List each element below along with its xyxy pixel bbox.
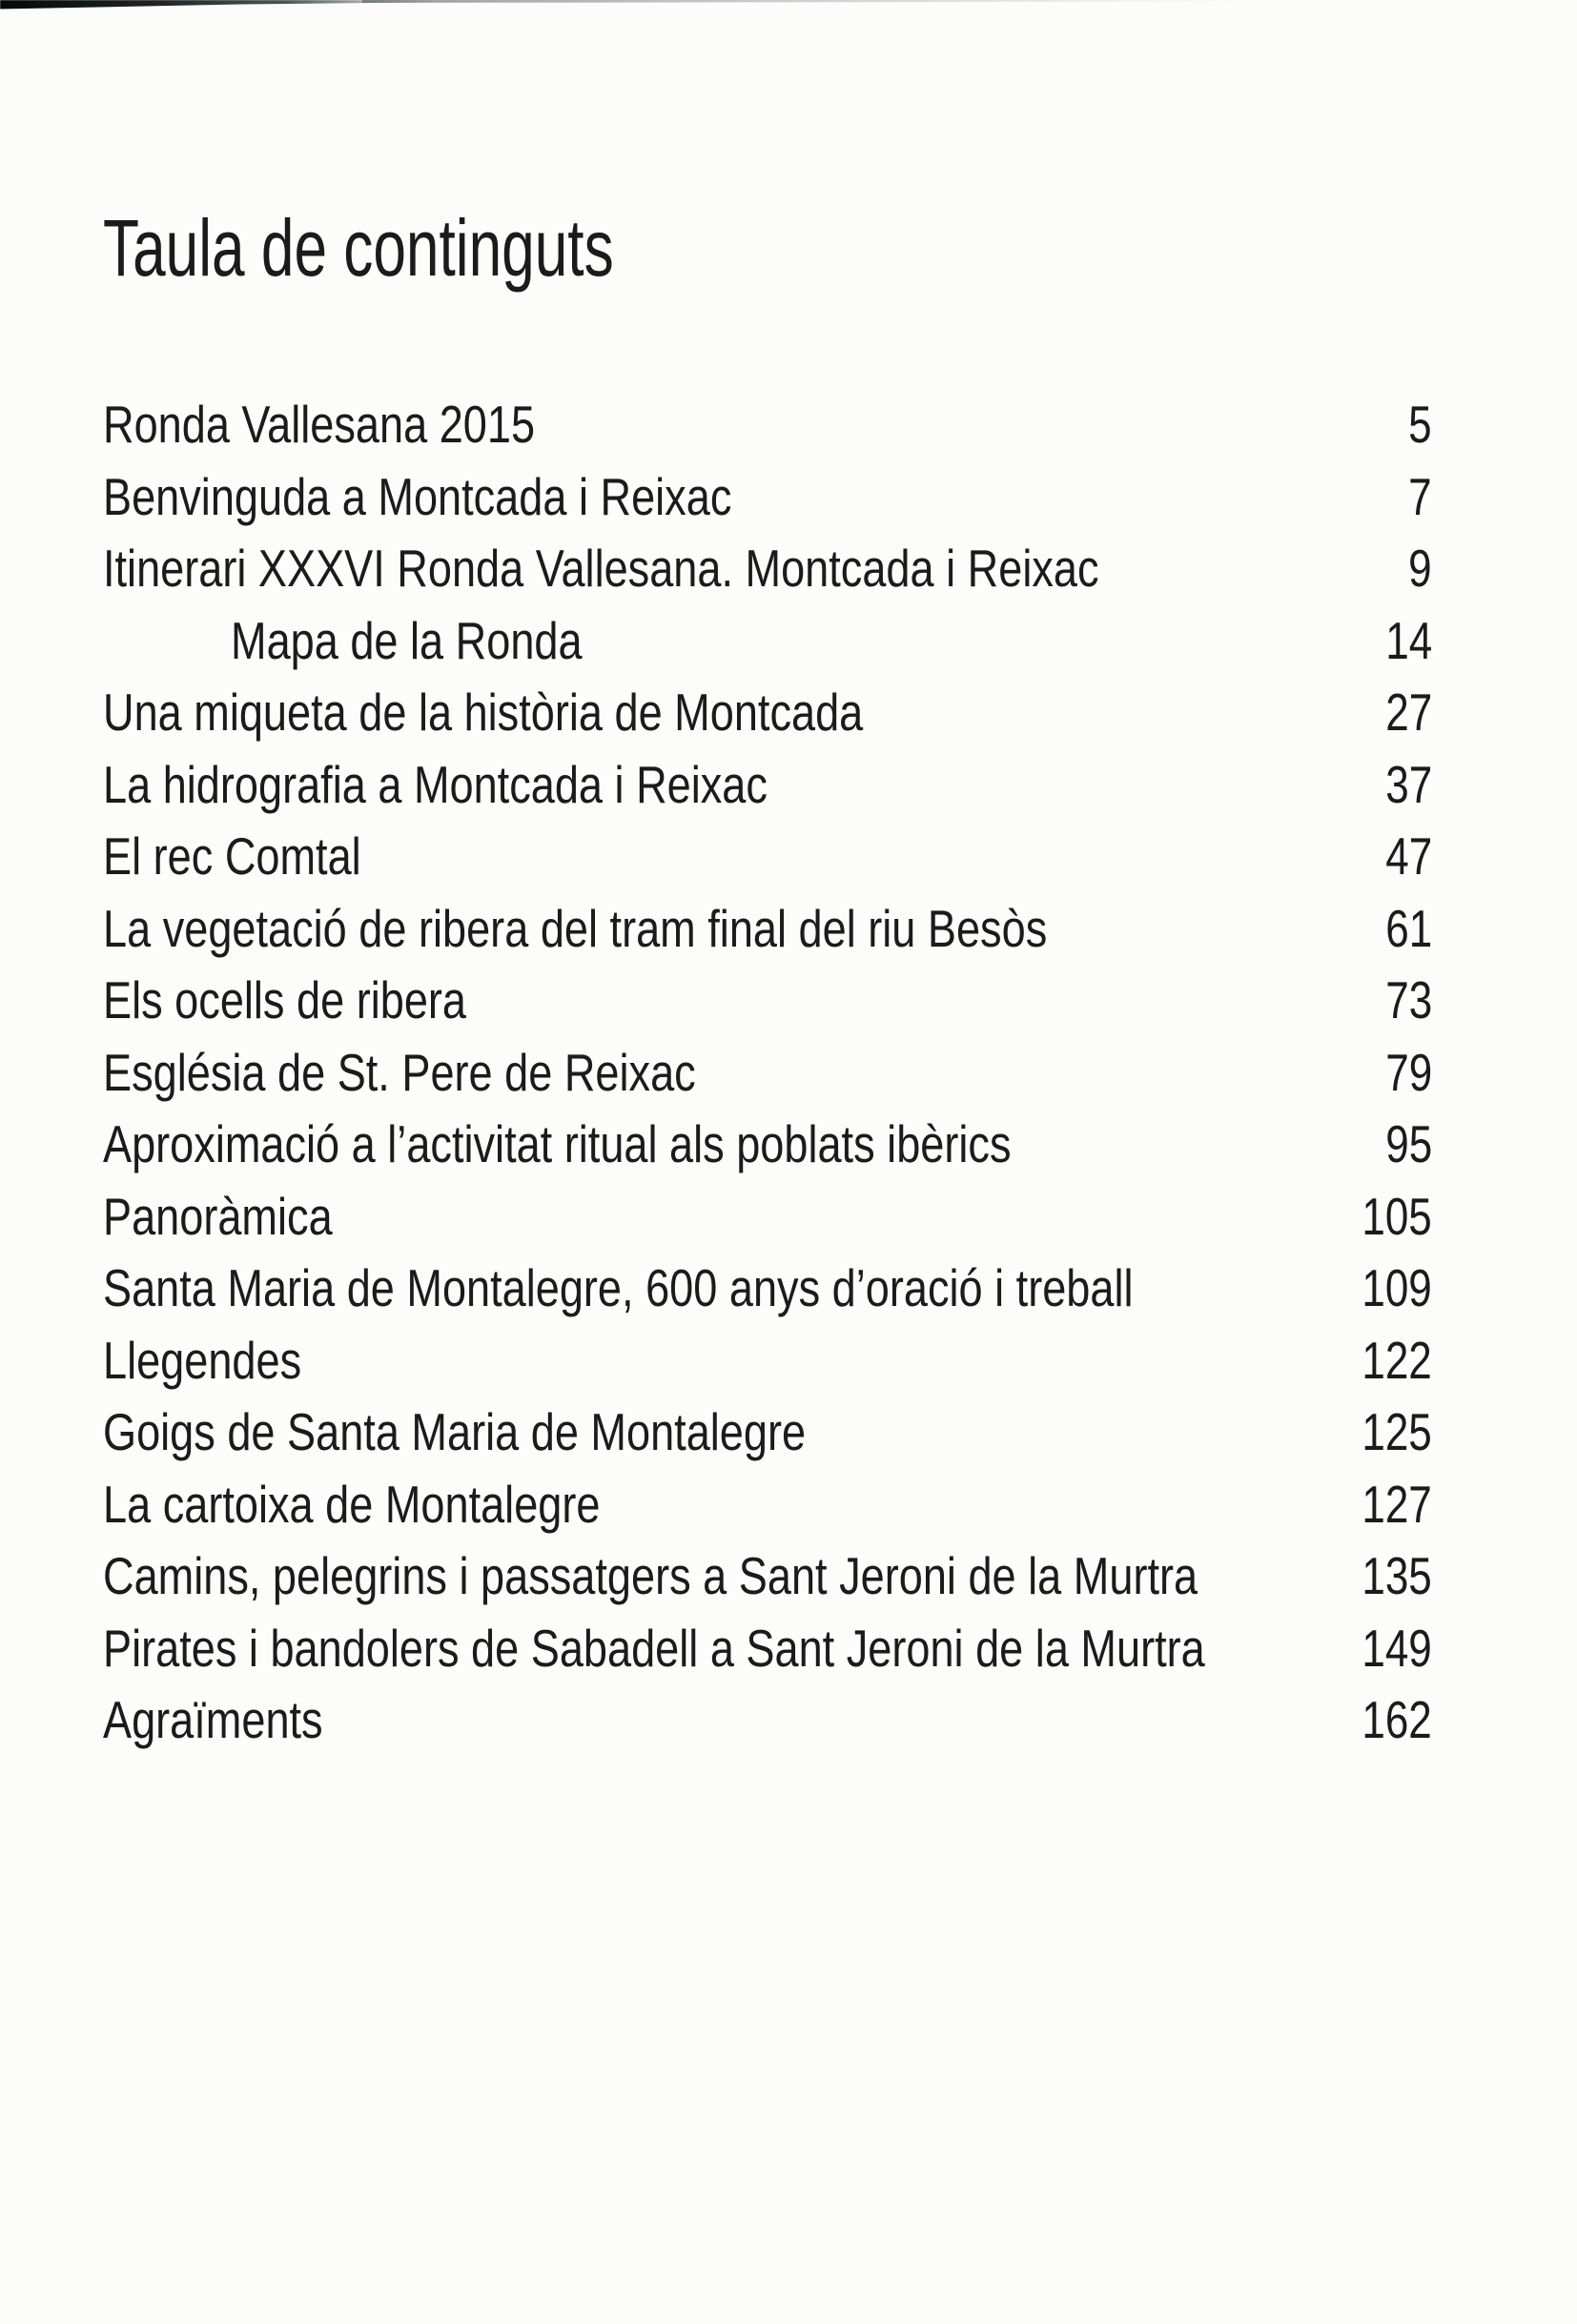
toc-entry-page-number: 37 bbox=[1385, 754, 1432, 814]
toc-entry-title: Una miqueta de la història de Montcada bbox=[103, 683, 864, 742]
toc-entry bbox=[103, 821, 1432, 893]
toc-entry-title: Els ocells de ribera bbox=[103, 970, 467, 1029]
toc-entry bbox=[103, 605, 1432, 678]
toc-entry-title: Agraïments bbox=[103, 1690, 323, 1749]
toc-entry-page-number: 79 bbox=[1385, 1042, 1432, 1102]
toc-entry bbox=[103, 893, 1432, 966]
toc-entry-title: La vegetació de ribera del tram final del riu Besòs bbox=[103, 898, 1048, 958]
toc-entry-title: Panoràmica bbox=[103, 1186, 333, 1246]
toc-entry-title: El rec Comtal bbox=[103, 826, 361, 886]
toc-entry-title: Goigs de Santa Maria de Montalegre bbox=[103, 1402, 807, 1461]
toc-entry bbox=[103, 1109, 1432, 1181]
toc-entry-page-number: 135 bbox=[1362, 1546, 1432, 1605]
toc-entry-title: Església de St. Pere de Reixac bbox=[103, 1042, 696, 1102]
toc-entry bbox=[103, 1396, 1432, 1469]
toc-entry bbox=[103, 1684, 1432, 1757]
toc-list bbox=[103, 389, 1432, 1757]
toc-entry bbox=[103, 1540, 1432, 1613]
toc-entry bbox=[103, 1181, 1432, 1254]
toc-entry-page-number: 27 bbox=[1385, 683, 1432, 742]
toc-entry-title: Aproximació a l’activitat ritual als poblats ibèrics bbox=[103, 1114, 1012, 1173]
toc-entry-page-number: 105 bbox=[1362, 1186, 1432, 1246]
toc-entry-page-number: 122 bbox=[1362, 1330, 1432, 1390]
toc-entry-title: La cartoixa de Montalegre bbox=[103, 1474, 601, 1534]
toc-entry-page-number: 9 bbox=[1408, 539, 1432, 598]
toc-entry-page-number: 149 bbox=[1362, 1618, 1432, 1678]
toc-entry bbox=[103, 965, 1432, 1037]
toc-entry-title: Llegendes bbox=[103, 1330, 302, 1390]
toc-entry-page-number: 47 bbox=[1385, 826, 1432, 886]
toc-entry-page-number: 73 bbox=[1385, 970, 1432, 1029]
toc-entry-title: Pirates i bandolers de Sabadell a Sant Jeroni de la Murtra bbox=[103, 1618, 1205, 1678]
toc-entry-page-number: 61 bbox=[1385, 898, 1432, 958]
toc-entry-title: Santa Maria de Montalegre, 600 anys d’oració i treball bbox=[103, 1258, 1134, 1317]
toc-entry-page-number: 95 bbox=[1385, 1114, 1432, 1173]
toc-entry-page-number: 127 bbox=[1362, 1474, 1432, 1534]
scan-artifact-top-line bbox=[362, 0, 1239, 4]
toc-entry bbox=[103, 389, 1432, 461]
toc-entry bbox=[103, 1037, 1432, 1110]
toc-entry-title: Ronda Vallesana 2015 bbox=[103, 395, 536, 454]
toc-entry-page-number: 162 bbox=[1362, 1690, 1432, 1749]
toc-entry bbox=[103, 533, 1432, 605]
toc-entry-title: Benvinguda a Montcada i Reixac bbox=[103, 466, 732, 526]
toc-entry-page-number: 125 bbox=[1362, 1402, 1432, 1461]
toc-entry-title: Camins, pelegrins i passatgers a Sant Jeroni de la Murtra bbox=[103, 1546, 1198, 1605]
toc-entry bbox=[103, 677, 1432, 749]
toc-entry bbox=[103, 1469, 1432, 1541]
page-title: Taula de continguts bbox=[103, 203, 614, 293]
toc-entry-title: Mapa de la Ronda bbox=[231, 610, 583, 670]
toc-entry bbox=[103, 1253, 1432, 1325]
toc-entry-page-number: 7 bbox=[1408, 466, 1432, 526]
toc-entry bbox=[103, 461, 1432, 534]
toc-entry-page-number: 109 bbox=[1362, 1258, 1432, 1317]
toc-entry-page-number: 14 bbox=[1385, 610, 1432, 670]
toc-entry-title: La hidrografia a Montcada i Reixac bbox=[103, 754, 768, 814]
toc-entry bbox=[103, 1325, 1432, 1397]
toc-entry-page-number: 5 bbox=[1408, 395, 1432, 454]
toc-entry-title: Itinerari XXXVI Ronda Vallesana. Montcada i Reixac bbox=[103, 539, 1099, 598]
toc-entry bbox=[103, 749, 1432, 822]
toc-entry bbox=[103, 1613, 1432, 1685]
